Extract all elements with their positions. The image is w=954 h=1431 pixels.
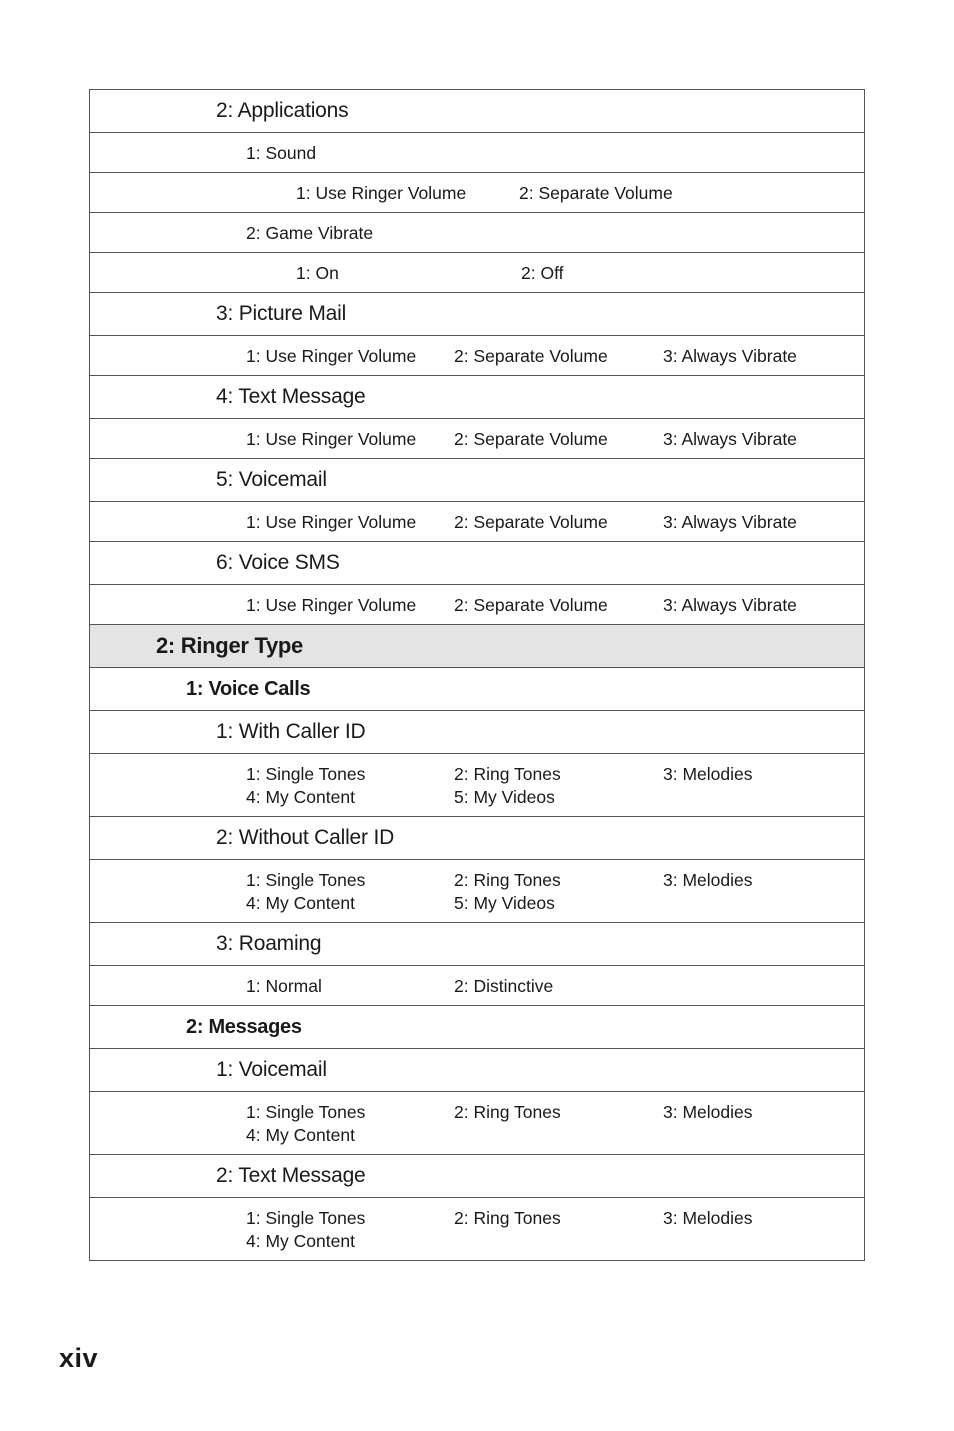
option-separate-volume: 2: Separate Volume [454,429,608,449]
menu-row-without-caller-id [90,817,864,860]
option-normal: 1: Normal [246,976,322,996]
options-row-messages-text-message [90,1198,864,1261]
menu-row-roaming [90,923,864,966]
menu-row-voicemail [90,459,864,502]
option-melodies: 3: Melodies [663,1102,753,1122]
menu-item-label: 2: Game Vibrate [246,223,374,243]
option-my-content: 4: My Content [246,787,355,807]
option-my-videos: 5: My Videos [454,893,555,913]
menu-item-label: 4: Text Message [216,385,366,408]
option-my-content: 4: My Content [246,893,355,913]
menu-item-label: 2: Text Message [216,1164,366,1187]
option-separate-volume: 2: Separate Volume [454,346,608,366]
menu-item-label: 2: Applications [216,99,349,122]
option-single-tones: 1: Single Tones [246,1102,366,1122]
page-number: xiv [59,1343,99,1373]
options-row-picture-mail [90,336,864,376]
menu-row-sound [90,133,864,173]
options-row-with-caller-id [90,754,864,817]
options-row-roaming [90,966,864,1006]
menu-row-voice-calls [90,668,864,711]
option-always-vibrate: 3: Always Vibrate [663,595,797,615]
option-my-content: 4: My Content [246,1231,355,1251]
menu-row-applications [90,90,864,133]
options-row-messages-voicemail [90,1092,864,1155]
option-single-tones: 1: Single Tones [246,870,366,890]
options-row-without-caller-id [90,860,864,923]
menu-row-voice-sms [90,542,864,585]
menu-item-label: 6: Voice SMS [216,551,340,574]
menu-row-text-message [90,376,864,419]
menu-row-messages-text-message [90,1155,864,1198]
option-use-ringer-volume: 1: Use Ringer Volume [296,183,467,203]
option-ring-tones: 2: Ring Tones [454,1208,561,1228]
option-use-ringer-volume: 1: Use Ringer Volume [246,346,417,366]
option-off: 2: Off [521,263,564,283]
option-ring-tones: 2: Ring Tones [454,870,561,890]
menu-item-label: 5: Voicemail [216,468,327,491]
menu-item-label: 2: Without Caller ID [216,826,395,849]
options-row-voicemail [90,502,864,542]
option-ring-tones: 2: Ring Tones [454,764,561,784]
option-on: 1: On [296,263,339,283]
option-separate-volume: 2: Separate Volume [519,183,673,203]
option-always-vibrate: 3: Always Vibrate [663,346,797,366]
menu-item-label: 1: Sound [246,143,317,163]
option-separate-volume: 2: Separate Volume [454,512,608,532]
menu-row-game-vibrate [90,213,864,253]
options-row-sound [90,173,864,213]
option-melodies: 3: Melodies [663,764,753,784]
menu-row-messages [90,1006,864,1049]
option-ring-tones: 2: Ring Tones [454,1102,561,1122]
menu-row-picture-mail [90,293,864,336]
menu-item-label: 1: Voicemail [216,1058,327,1081]
options-row-game-vibrate [90,253,864,293]
option-distinctive: 2: Distinctive [454,976,554,996]
options-row-voice-sms [90,585,864,625]
menu-table [89,89,865,1261]
option-melodies: 3: Melodies [663,870,753,890]
option-my-content: 4: My Content [246,1125,355,1145]
option-single-tones: 1: Single Tones [246,764,366,784]
option-separate-volume: 2: Separate Volume [454,595,608,615]
menu-row-messages-voicemail [90,1049,864,1092]
option-always-vibrate: 3: Always Vibrate [663,429,797,449]
menu-item-label: 1: With Caller ID [216,720,366,743]
options-row-text-message [90,419,864,459]
option-single-tones: 1: Single Tones [246,1208,366,1228]
option-always-vibrate: 3: Always Vibrate [663,512,797,532]
option-my-videos: 5: My Videos [454,787,555,807]
menu-row-with-caller-id [90,711,864,754]
option-melodies: 3: Melodies [663,1208,753,1228]
option-use-ringer-volume: 1: Use Ringer Volume [246,429,417,449]
section-heading: 2: Ringer Type [156,633,303,658]
menu-item-label: 3: Picture Mail [216,302,347,325]
option-use-ringer-volume: 1: Use Ringer Volume [246,512,417,532]
menu-item-label: 3: Roaming [216,932,322,955]
subsection-heading: 2: Messages [186,1016,302,1038]
menu-row-ringer-type [90,625,864,668]
subsection-heading: 1: Voice Calls [186,678,311,700]
option-use-ringer-volume: 1: Use Ringer Volume [246,595,417,615]
